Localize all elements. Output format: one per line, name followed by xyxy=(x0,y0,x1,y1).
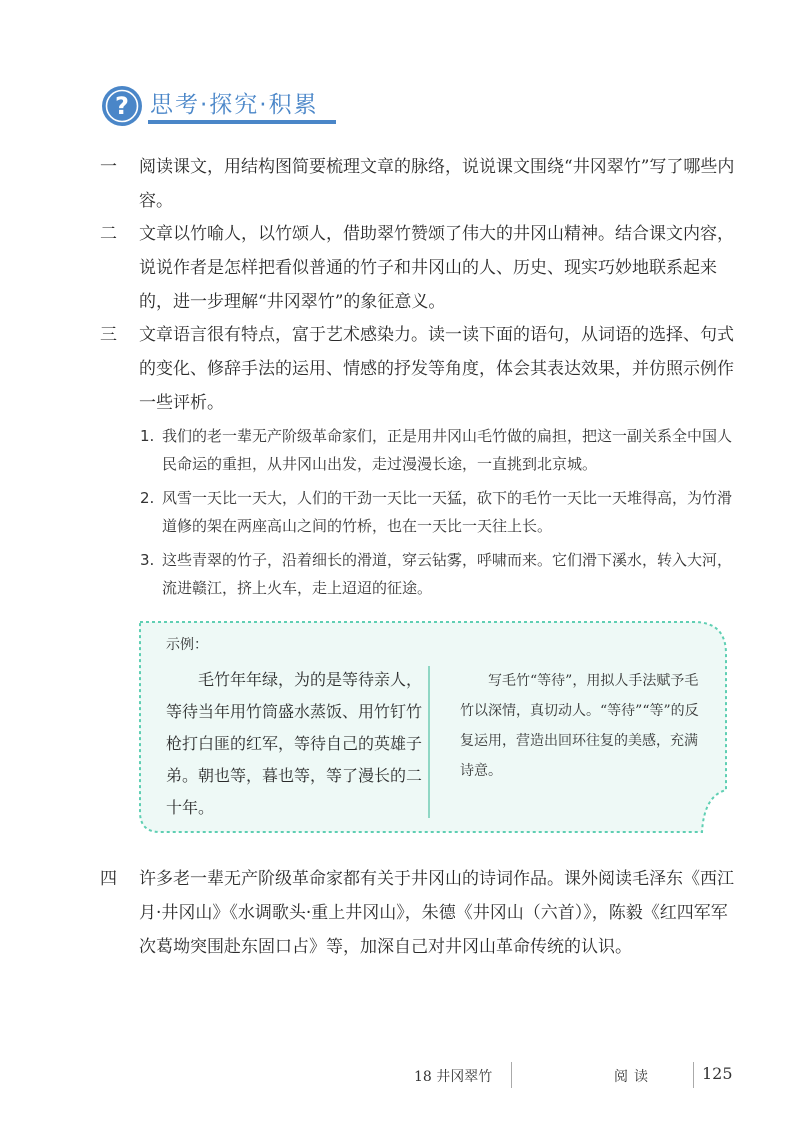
question-number: 四 xyxy=(100,869,117,889)
example-box xyxy=(138,620,728,834)
sentence-text: 我们的老一辈无产阶级革命家们，正是用井冈山毛竹做的扁担，把这一副关系全中国人民命运的重担，从井冈山出发，走过漫漫长途，一直挑到北京城。 xyxy=(162,427,733,473)
page-footer xyxy=(0,1062,800,1090)
question-number: 二 xyxy=(100,224,117,244)
question-item xyxy=(100,217,740,319)
sentence-number: 2. xyxy=(140,489,155,507)
sentence-item xyxy=(140,484,740,540)
question-circle-icon xyxy=(100,84,144,128)
sentence-item xyxy=(140,422,740,478)
footer-divider xyxy=(693,1062,694,1088)
question-text: 阅读课文，用结构图简要梳理文章的脉络，说说课文围绕“井冈翠竹”写了哪些内容。 xyxy=(139,157,735,211)
footer-divider xyxy=(511,1062,512,1088)
example-divider xyxy=(428,666,430,818)
footer-section: 阅读 xyxy=(614,1069,654,1085)
example-comment: 写毛竹“等待”，用拟人手法赋予毛竹以深情，真切动人。“等待”“等”的反复运用，营造出回环往复的美感，充满诗意。 xyxy=(460,673,699,779)
question-text: 文章以竹喻人，以竹颂人，借助翠竹赞颂了伟大的井冈山精神。结合课文内容，说说作者是怎样把看似普通的竹子和井冈山的人、历史、现实巧妙地联系起来的，进一步理解“井冈翠竹”的象征意义。 xyxy=(139,224,734,312)
question-item xyxy=(100,862,740,964)
section-header xyxy=(100,80,340,130)
page-number: 125 xyxy=(702,1064,733,1083)
question-text: 许多老一辈无产阶级革命家都有关于井冈山的诗词作品。课外阅读毛泽东《西江月·井冈山》《水调歌头·重上井冈山》，朱德《井冈山（六首）》，陈毅《红四军军次葛坳突围赴东固口占》等，加深自己对井冈山革命传统的认识。 xyxy=(139,869,734,957)
footer-lesson: 18 井冈翠竹 xyxy=(414,1069,493,1085)
example-quote: 毛竹年年绿，为的是等待亲人，等待当年用竹筒盛水蒸饭、用竹钉竹枪打白匪的红军，等待自己的英雄子弟。朝也等，暮也等，等了漫长的二十年。 xyxy=(166,670,423,817)
sentence-number: 1. xyxy=(140,427,155,445)
question-item xyxy=(100,150,740,218)
sentence-item xyxy=(140,546,740,602)
sentence-text: 风雪一天比一天大，人们的干劲一天比一天猛，砍下的毛竹一天比一天堆得高，为竹滑道修的架在两座高山之间的竹桥，也在一天比一天往上长。 xyxy=(162,489,733,535)
example-label: 示例： xyxy=(166,637,208,653)
question-number: 三 xyxy=(100,325,117,345)
title-underline xyxy=(148,120,336,124)
sentence-number: 3. xyxy=(140,551,155,569)
question-text: 文章语言很有特点，富于艺术感染力。读一读下面的语句，从词语的选择、句式的变化、修辞手法的运用、情感的抒发等角度，体会其表达效果，并仿照示例作一些评析。 xyxy=(139,325,734,413)
section-title: 思考·探究·积累 xyxy=(150,92,319,118)
question-item xyxy=(100,318,740,420)
sentence-text: 这些青翠的竹子，沿着细长的滑道，穿云钻雾，呼啸而来。它们滑下溪水，转入大河，流进赣江，挤上火车，走上迢迢的征途。 xyxy=(162,551,733,597)
question-number: 一 xyxy=(100,157,117,177)
svg-text:?: ? xyxy=(115,92,129,120)
